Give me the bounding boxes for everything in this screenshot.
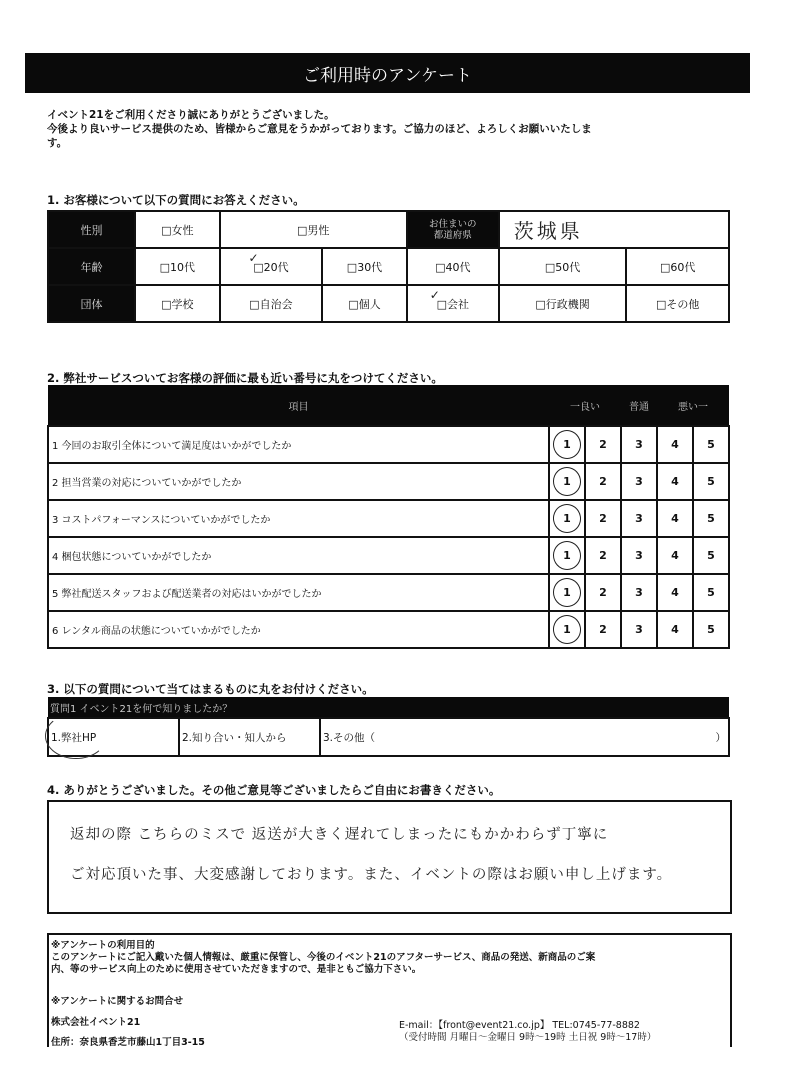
bad-header: 悪い一 — [657, 385, 729, 426]
rating-row — [48, 574, 729, 611]
rating-option-4[interactable] — [657, 426, 693, 463]
rating-option-label: 4 — [671, 549, 679, 562]
contact-title: ※アンケートに関するお問合せ — [51, 996, 184, 1007]
age-row — [48, 248, 729, 285]
rating-header-row — [48, 385, 729, 426]
gender-option-male[interactable]: □男性 — [220, 211, 407, 248]
source-option-acquaintance[interactable]: 2.知り合い・知人から — [179, 718, 320, 756]
customer-info-table — [47, 210, 730, 323]
rating-option-3[interactable] — [621, 537, 657, 574]
rating-option-label: 3 — [635, 512, 643, 525]
residence-label-line1: お住まいの — [429, 218, 477, 230]
comment-line-2: ご対応頂いた事、大変感謝しております。また、イベントの際はお願い申し上げます。 — [70, 867, 673, 883]
rating-option-3[interactable] — [621, 426, 657, 463]
rating-option-3[interactable] — [621, 463, 657, 500]
rating-option-5[interactable] — [693, 537, 729, 574]
selected-circle-mark — [551, 428, 584, 461]
intro-line-2: 今後より良いサービス提供のため、皆様からご意見をうかがっております。ご協力のほど、よろしくお願いいたしま — [47, 123, 592, 135]
residence-label-line2: 都道府県 — [433, 229, 472, 241]
source-option-hp[interactable] — [48, 718, 179, 756]
rating-option-label: 2 — [599, 586, 607, 599]
section1-title: 1. お客様について以下の質問にお答えください。 — [47, 193, 305, 207]
rating-option-label: 5 — [707, 586, 715, 599]
age-option-10s[interactable]: □10代 — [135, 248, 220, 285]
gender-option-female[interactable]: □女性 — [135, 211, 220, 248]
group-option-government[interactable]: □行政機関 — [499, 285, 627, 322]
rating-option-label: 5 — [707, 475, 715, 488]
rating-option-label: 1 — [563, 438, 571, 451]
group-option-individual[interactable]: □個人 — [322, 285, 407, 322]
rating-option-label: 3 — [635, 438, 643, 451]
comment-text — [70, 815, 720, 895]
rating-option-label: 5 — [707, 512, 715, 525]
age-option-60s[interactable]: □60代 — [626, 248, 729, 285]
rating-option-2[interactable] — [585, 537, 621, 574]
rating-option-label: 2 — [599, 549, 607, 562]
age-option-50s[interactable]: □50代 — [499, 248, 627, 285]
rating-option-2[interactable] — [585, 611, 621, 648]
group-row — [48, 285, 729, 322]
comment-line-1: 返却の際 こちらのミスで 返送が大きく遅れてしまったにもかかわらず丁寧に — [70, 827, 609, 843]
rating-row — [48, 426, 729, 463]
rating-option-label: 3 — [635, 623, 643, 636]
rating-option-2[interactable] — [585, 463, 621, 500]
age-label: 年齢 — [48, 248, 135, 285]
intro-text — [47, 108, 737, 150]
rating-option-label: 4 — [671, 438, 679, 451]
intro-line-1: イベント21をご利用くださり誠にありがとうございました。 — [47, 109, 335, 121]
rating-option-5[interactable] — [693, 463, 729, 500]
rating-option-2[interactable] — [585, 426, 621, 463]
page-title: ご利用時のアンケート — [303, 65, 472, 86]
purpose-line-2: 内、等のサービス向上のために使用させていただきますので、是非ともご協力下さい。 — [51, 964, 422, 975]
residence-value[interactable]: 茨城県 — [499, 211, 729, 248]
age-option-40s[interactable]: □40代 — [407, 248, 499, 285]
rating-option-label: 2 — [599, 438, 607, 451]
rating-question: 4 梱包状態についていかがでしたか — [48, 537, 549, 574]
source-option-other-label: 3.その他（ — [323, 731, 376, 744]
page-title-bar — [25, 53, 750, 93]
rating-option-4[interactable] — [657, 574, 693, 611]
company-address: 住所：奈良県香芝市藤山1丁目3-15 — [51, 1037, 205, 1048]
age-option-20s-label: □20代 — [253, 260, 289, 274]
section2-title: 2. 弊社サービスついてお客様の評価に最も近い番号に丸をつけてください。 — [47, 371, 443, 385]
rating-option-label: 5 — [707, 623, 715, 636]
footer-info — [47, 933, 732, 1047]
rating-option-label: 2 — [599, 623, 607, 636]
rating-question: 1 今回のお取引全体について満足度はいかがでしたか — [48, 426, 549, 463]
rating-option-label: 1 — [563, 549, 571, 562]
rating-option-1[interactable] — [549, 537, 585, 574]
group-option-other[interactable]: □その他 — [626, 285, 729, 322]
source-question: 質問1 イベント21を何で知りましたか？ — [48, 697, 729, 718]
rating-option-label: 4 — [671, 586, 679, 599]
source-options-row — [48, 718, 729, 756]
rating-option-5[interactable] — [693, 611, 729, 648]
gender-row — [48, 211, 729, 248]
rating-row — [48, 500, 729, 537]
rating-option-1[interactable] — [549, 574, 585, 611]
section3-title: 3. 以下の質問について当てはまるものに丸をお付けください。 — [47, 682, 374, 696]
rating-option-label: 3 — [635, 586, 643, 599]
gender-label: 性別 — [48, 211, 135, 248]
normal-header: 普通 — [621, 385, 657, 426]
rating-option-4[interactable] — [657, 537, 693, 574]
rating-option-label: 1 — [563, 586, 571, 599]
source-option-other[interactable] — [320, 718, 729, 756]
group-option-school[interactable]: □学校 — [135, 285, 220, 322]
rating-option-3[interactable] — [621, 611, 657, 648]
rating-option-label: 3 — [635, 475, 643, 488]
hand-circle-mark — [45, 713, 107, 759]
checkmark-icon: ✓ — [248, 251, 259, 265]
rating-option-4[interactable] — [657, 500, 693, 537]
rating-option-1[interactable] — [549, 611, 585, 648]
rating-option-4[interactable] — [657, 463, 693, 500]
rating-option-5[interactable] — [693, 500, 729, 537]
selected-circle-mark — [551, 465, 584, 498]
contact-hours: （受付時間 月曜日～金曜日 9時～19時 土日祝 9時～17時） — [399, 1032, 657, 1043]
item-header: 項目 — [48, 385, 549, 426]
age-option-20s[interactable] — [220, 248, 323, 285]
selected-circle-mark — [551, 613, 584, 646]
rating-option-4[interactable] — [657, 611, 693, 648]
rating-option-label: 5 — [707, 549, 715, 562]
selected-circle-mark — [551, 502, 584, 535]
rating-option-5[interactable] — [693, 574, 729, 611]
purpose-line-1: このアンケートにご記入戴いた個人情報は、厳重に保管し、今後のイベント21のアフターサービス、商品の発送、新商品のご案 — [51, 952, 596, 963]
rating-option-label: 2 — [599, 475, 607, 488]
rating-question: 3 コストパフォーマンスについていかがでしたか — [48, 500, 549, 537]
rating-option-label: 1 — [563, 512, 571, 525]
rating-option-label: 2 — [599, 512, 607, 525]
rating-question: 2 担当営業の対応についていかがでしたか — [48, 463, 549, 500]
rating-question: 6 レンタル商品の状態についていかがでしたか — [48, 611, 549, 648]
rating-option-1[interactable] — [549, 500, 585, 537]
company-name: 株式会社イベント21 — [51, 1017, 141, 1028]
contact-email-tel: E-mail：【front@event21.co.jp】 TEL:0745-77-8882 — [399, 1020, 640, 1031]
intro-line-3: す。 — [47, 137, 68, 149]
rating-option-label: 1 — [563, 623, 571, 636]
rating-option-2[interactable] — [585, 500, 621, 537]
rating-option-1[interactable] — [549, 426, 585, 463]
rating-row — [48, 537, 729, 574]
good-header: 一良い — [549, 385, 621, 426]
rating-row — [48, 611, 729, 648]
group-label: 団体 — [48, 285, 135, 322]
selected-circle-mark — [551, 576, 584, 609]
rating-row — [48, 463, 729, 500]
rating-option-label: 3 — [635, 549, 643, 562]
rating-option-label: 4 — [671, 512, 679, 525]
source-table — [47, 697, 730, 757]
section4-title: 4. ありがとうございました。その他ご意見等ございましたらご自由にお書きください。 — [47, 783, 501, 797]
rating-option-1[interactable] — [549, 463, 585, 500]
group-option-company[interactable] — [407, 285, 499, 322]
group-option-company-label: □会社 — [436, 297, 469, 311]
rating-option-label: 5 — [707, 438, 715, 451]
age-option-30s[interactable]: □30代 — [322, 248, 407, 285]
rating-question: 5 弊社配送スタッフおよび配送業者の対応はいかがでしたか — [48, 574, 549, 611]
checkmark-icon: ✓ — [429, 288, 440, 302]
rating-option-label: 4 — [671, 623, 679, 636]
rating-option-5[interactable] — [693, 426, 729, 463]
rating-option-label: 1 — [563, 475, 571, 488]
selected-circle-mark — [551, 539, 584, 572]
rating-option-3[interactable] — [621, 574, 657, 611]
source-option-hp-label: 1.弊社HP — [51, 731, 97, 744]
source-other-close-paren: ） — [715, 731, 726, 744]
rating-option-3[interactable] — [621, 500, 657, 537]
rating-table — [47, 385, 730, 649]
group-option-neighborhood[interactable]: □自治会 — [220, 285, 323, 322]
purpose-title: ※アンケートの利用目的 — [51, 940, 155, 951]
rating-option-label: 4 — [671, 475, 679, 488]
rating-option-2[interactable] — [585, 574, 621, 611]
residence-label — [407, 211, 499, 248]
